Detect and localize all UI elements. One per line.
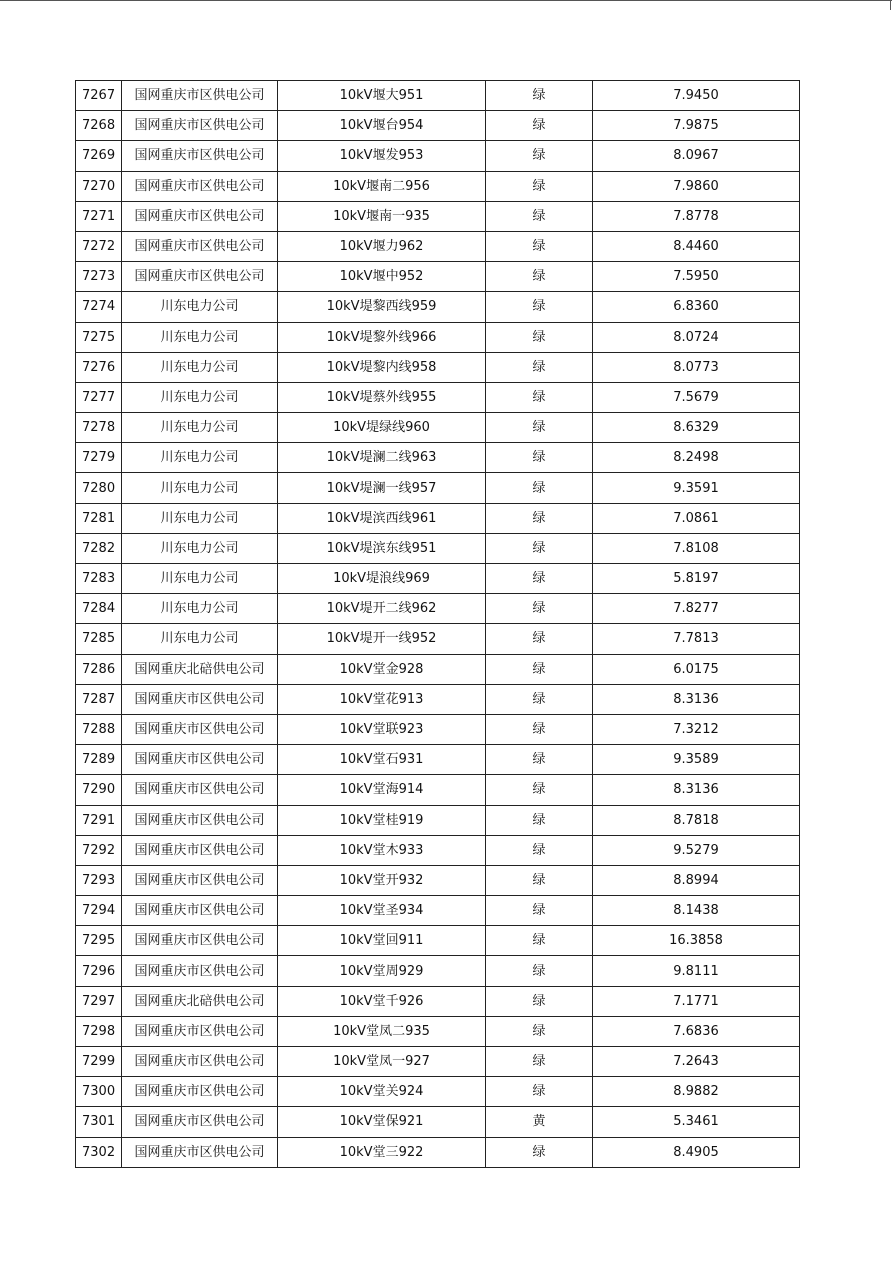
- table-row: [76, 684, 800, 714]
- status-cell: 绿: [486, 835, 593, 865]
- row-number-cell: 7286: [76, 654, 122, 684]
- value-cell: 7.8778: [593, 201, 800, 231]
- row-number-cell: 7283: [76, 564, 122, 594]
- line-name-cell: 10kV堰南一935: [278, 201, 486, 231]
- value-cell: 8.3136: [593, 775, 800, 805]
- status-cell: 绿: [486, 745, 593, 775]
- table-row: [76, 262, 800, 292]
- company-cell: 国网重庆市区供电公司: [122, 1047, 278, 1077]
- row-number-cell: 7273: [76, 262, 122, 292]
- value-cell: 8.4460: [593, 231, 800, 261]
- company-cell: 国网重庆市区供电公司: [122, 1077, 278, 1107]
- status-cell: 绿: [486, 141, 593, 171]
- table-row: [76, 1016, 800, 1046]
- status-cell: 绿: [486, 201, 593, 231]
- row-number-cell: 7293: [76, 865, 122, 895]
- company-cell: 川东电力公司: [122, 564, 278, 594]
- status-cell: 绿: [486, 956, 593, 986]
- status-cell: 绿: [486, 564, 593, 594]
- company-cell: 川东电力公司: [122, 624, 278, 654]
- line-name-cell: 10kV堤绿线960: [278, 413, 486, 443]
- company-cell: 国网重庆市区供电公司: [122, 714, 278, 744]
- table-row: [76, 865, 800, 895]
- value-cell: 8.0773: [593, 352, 800, 382]
- company-cell: 国网重庆市区供电公司: [122, 231, 278, 261]
- line-name-cell: 10kV堂联923: [278, 714, 486, 744]
- row-number-cell: 7301: [76, 1107, 122, 1137]
- status-cell: 绿: [486, 926, 593, 956]
- row-number-cell: 7274: [76, 292, 122, 322]
- value-cell: 8.7818: [593, 805, 800, 835]
- status-cell: 绿: [486, 986, 593, 1016]
- line-name-cell: 10kV堤澜一线957: [278, 473, 486, 503]
- table-row: [76, 111, 800, 141]
- line-name-cell: 10kV堤澜二线963: [278, 443, 486, 473]
- table-row: [76, 835, 800, 865]
- row-number-cell: 7296: [76, 956, 122, 986]
- line-name-cell: 10kV堂桂919: [278, 805, 486, 835]
- status-cell: 绿: [486, 473, 593, 503]
- company-cell: 国网重庆市区供电公司: [122, 1107, 278, 1137]
- status-cell: 绿: [486, 865, 593, 895]
- value-cell: 9.8111: [593, 956, 800, 986]
- row-number-cell: 7278: [76, 413, 122, 443]
- value-cell: 8.2498: [593, 443, 800, 473]
- line-name-cell: 10kV堂花913: [278, 684, 486, 714]
- value-cell: 9.3589: [593, 745, 800, 775]
- status-cell: 绿: [486, 1047, 593, 1077]
- table-row: [76, 714, 800, 744]
- value-cell: 8.8994: [593, 865, 800, 895]
- line-name-cell: 10kV堂回911: [278, 926, 486, 956]
- data-table: [75, 80, 800, 1168]
- value-cell: 8.4905: [593, 1137, 800, 1167]
- table-row: [76, 926, 800, 956]
- status-cell: 绿: [486, 684, 593, 714]
- status-cell: 绿: [486, 533, 593, 563]
- status-cell: 绿: [486, 805, 593, 835]
- line-name-cell: 10kV堤浪线969: [278, 564, 486, 594]
- line-name-cell: 10kV堰大951: [278, 81, 486, 111]
- status-cell: 绿: [486, 624, 593, 654]
- line-name-cell: 10kV堂保921: [278, 1107, 486, 1137]
- row-number-cell: 7270: [76, 171, 122, 201]
- row-number-cell: 7281: [76, 503, 122, 533]
- status-cell: 绿: [486, 1016, 593, 1046]
- company-cell: 国网重庆市区供电公司: [122, 775, 278, 805]
- row-number-cell: 7295: [76, 926, 122, 956]
- company-cell: 川东电力公司: [122, 443, 278, 473]
- value-cell: 5.8197: [593, 564, 800, 594]
- status-cell: 绿: [486, 352, 593, 382]
- company-cell: 川东电力公司: [122, 322, 278, 352]
- value-cell: 7.0861: [593, 503, 800, 533]
- row-number-cell: 7285: [76, 624, 122, 654]
- value-cell: 7.9450: [593, 81, 800, 111]
- row-number-cell: 7272: [76, 231, 122, 261]
- line-name-cell: 10kV堂凤一927: [278, 1047, 486, 1077]
- status-cell: 绿: [486, 896, 593, 926]
- status-cell: 黄: [486, 1107, 593, 1137]
- value-cell: 7.5679: [593, 382, 800, 412]
- line-name-cell: 10kV堂金928: [278, 654, 486, 684]
- company-cell: 国网重庆市区供电公司: [122, 745, 278, 775]
- status-cell: 绿: [486, 322, 593, 352]
- row-number-cell: 7294: [76, 896, 122, 926]
- line-name-cell: 10kV堰台954: [278, 111, 486, 141]
- status-cell: 绿: [486, 443, 593, 473]
- value-cell: 6.0175: [593, 654, 800, 684]
- value-cell: 7.2643: [593, 1047, 800, 1077]
- line-name-cell: 10kV堂周929: [278, 956, 486, 986]
- company-cell: 国网重庆市区供电公司: [122, 1137, 278, 1167]
- value-cell: 8.0967: [593, 141, 800, 171]
- table-row: [76, 986, 800, 1016]
- row-number-cell: 7279: [76, 443, 122, 473]
- row-number-cell: 7300: [76, 1077, 122, 1107]
- value-cell: 8.0724: [593, 322, 800, 352]
- row-number-cell: 7276: [76, 352, 122, 382]
- line-name-cell: 10kV堤滨东线951: [278, 533, 486, 563]
- table-row: [76, 1137, 800, 1167]
- value-cell: 9.3591: [593, 473, 800, 503]
- row-number-cell: 7292: [76, 835, 122, 865]
- company-cell: 川东电力公司: [122, 503, 278, 533]
- line-name-cell: 10kV堤开二线962: [278, 594, 486, 624]
- table-row: [76, 171, 800, 201]
- line-name-cell: 10kV堂关924: [278, 1077, 486, 1107]
- row-number-cell: 7290: [76, 775, 122, 805]
- table-row: [76, 533, 800, 563]
- row-number-cell: 7297: [76, 986, 122, 1016]
- row-number-cell: 7277: [76, 382, 122, 412]
- line-name-cell: 10kV堂海914: [278, 775, 486, 805]
- value-cell: 8.6329: [593, 413, 800, 443]
- page-corner-rule: [890, 0, 891, 10]
- value-cell: 7.8277: [593, 594, 800, 624]
- table-row: [76, 352, 800, 382]
- line-name-cell: 10kV堂圣934: [278, 896, 486, 926]
- line-name-cell: 10kV堰发953: [278, 141, 486, 171]
- value-cell: 7.5950: [593, 262, 800, 292]
- status-cell: 绿: [486, 714, 593, 744]
- status-cell: 绿: [486, 503, 593, 533]
- status-cell: 绿: [486, 1137, 593, 1167]
- table-row: [76, 594, 800, 624]
- table-row: [76, 1047, 800, 1077]
- line-name-cell: 10kV堤开一线952: [278, 624, 486, 654]
- value-cell: 7.3212: [593, 714, 800, 744]
- value-cell: 7.7813: [593, 624, 800, 654]
- row-number-cell: 7299: [76, 1047, 122, 1077]
- table-row: [76, 624, 800, 654]
- line-name-cell: 10kV堰南二956: [278, 171, 486, 201]
- table-row: [76, 413, 800, 443]
- company-cell: 川东电力公司: [122, 382, 278, 412]
- line-name-cell: 10kV堂石931: [278, 745, 486, 775]
- status-cell: 绿: [486, 594, 593, 624]
- value-cell: 16.3858: [593, 926, 800, 956]
- table-row: [76, 896, 800, 926]
- company-cell: 国网重庆市区供电公司: [122, 684, 278, 714]
- status-cell: 绿: [486, 413, 593, 443]
- company-cell: 国网重庆市区供电公司: [122, 141, 278, 171]
- status-cell: 绿: [486, 81, 593, 111]
- company-cell: 国网重庆市区供电公司: [122, 896, 278, 926]
- table-row: [76, 473, 800, 503]
- value-cell: 7.9860: [593, 171, 800, 201]
- row-number-cell: 7288: [76, 714, 122, 744]
- line-name-cell: 10kV堰力962: [278, 231, 486, 261]
- status-cell: 绿: [486, 1077, 593, 1107]
- line-name-cell: 10kV堂千926: [278, 986, 486, 1016]
- company-cell: 川东电力公司: [122, 533, 278, 563]
- table-row: [76, 292, 800, 322]
- row-number-cell: 7287: [76, 684, 122, 714]
- row-number-cell: 7267: [76, 81, 122, 111]
- company-cell: 川东电力公司: [122, 292, 278, 322]
- company-cell: 川东电力公司: [122, 473, 278, 503]
- company-cell: 国网重庆市区供电公司: [122, 1016, 278, 1046]
- status-cell: 绿: [486, 292, 593, 322]
- line-name-cell: 10kV堤黎内线958: [278, 352, 486, 382]
- company-cell: 国网重庆市区供电公司: [122, 201, 278, 231]
- row-number-cell: 7298: [76, 1016, 122, 1046]
- row-number-cell: 7302: [76, 1137, 122, 1167]
- line-name-cell: 10kV堂木933: [278, 835, 486, 865]
- value-cell: 5.3461: [593, 1107, 800, 1137]
- table-row: [76, 745, 800, 775]
- value-cell: 8.9882: [593, 1077, 800, 1107]
- table-row: [76, 141, 800, 171]
- value-cell: 9.5279: [593, 835, 800, 865]
- value-cell: 7.1771: [593, 986, 800, 1016]
- line-name-cell: 10kV堰中952: [278, 262, 486, 292]
- row-number-cell: 7268: [76, 111, 122, 141]
- company-cell: 国网重庆市区供电公司: [122, 926, 278, 956]
- status-cell: 绿: [486, 654, 593, 684]
- table-row: [76, 322, 800, 352]
- table-row: [76, 1107, 800, 1137]
- value-cell: 7.9875: [593, 111, 800, 141]
- page-top-rule: [0, 0, 892, 1]
- company-cell: 国网重庆市区供电公司: [122, 865, 278, 895]
- row-number-cell: 7269: [76, 141, 122, 171]
- row-number-cell: 7271: [76, 201, 122, 231]
- line-name-cell: 10kV堂凤二935: [278, 1016, 486, 1046]
- table-row: [76, 503, 800, 533]
- line-name-cell: 10kV堂开932: [278, 865, 486, 895]
- status-cell: 绿: [486, 111, 593, 141]
- table-row: [76, 564, 800, 594]
- company-cell: 国网重庆市区供电公司: [122, 956, 278, 986]
- line-name-cell: 10kV堤黎外线966: [278, 322, 486, 352]
- company-cell: 国网重庆市区供电公司: [122, 111, 278, 141]
- status-cell: 绿: [486, 775, 593, 805]
- company-cell: 国网重庆市区供电公司: [122, 81, 278, 111]
- table-row: [76, 81, 800, 111]
- table-row: [76, 382, 800, 412]
- company-cell: 国网重庆市区供电公司: [122, 805, 278, 835]
- line-name-cell: 10kV堤蔡外线955: [278, 382, 486, 412]
- table-row: [76, 1077, 800, 1107]
- table-body: [76, 81, 800, 1168]
- line-name-cell: 10kV堤黎西线959: [278, 292, 486, 322]
- company-cell: 川东电力公司: [122, 413, 278, 443]
- company-cell: 川东电力公司: [122, 594, 278, 624]
- row-number-cell: 7289: [76, 745, 122, 775]
- table-row: [76, 654, 800, 684]
- company-cell: 国网重庆北碚供电公司: [122, 654, 278, 684]
- value-cell: 8.3136: [593, 684, 800, 714]
- company-cell: 国网重庆市区供电公司: [122, 262, 278, 292]
- row-number-cell: 7280: [76, 473, 122, 503]
- line-name-cell: 10kV堂三922: [278, 1137, 486, 1167]
- row-number-cell: 7275: [76, 322, 122, 352]
- row-number-cell: 7284: [76, 594, 122, 624]
- table-row: [76, 805, 800, 835]
- company-cell: 国网重庆市区供电公司: [122, 835, 278, 865]
- value-cell: 8.1438: [593, 896, 800, 926]
- company-cell: 国网重庆北碚供电公司: [122, 986, 278, 1016]
- company-cell: 川东电力公司: [122, 352, 278, 382]
- table-row: [76, 201, 800, 231]
- table-row: [76, 231, 800, 261]
- status-cell: 绿: [486, 231, 593, 261]
- value-cell: 7.6836: [593, 1016, 800, 1046]
- status-cell: 绿: [486, 262, 593, 292]
- table-row: [76, 443, 800, 473]
- table-row: [76, 775, 800, 805]
- row-number-cell: 7291: [76, 805, 122, 835]
- row-number-cell: 7282: [76, 533, 122, 563]
- status-cell: 绿: [486, 171, 593, 201]
- value-cell: 6.8360: [593, 292, 800, 322]
- status-cell: 绿: [486, 382, 593, 412]
- company-cell: 国网重庆市区供电公司: [122, 171, 278, 201]
- value-cell: 7.8108: [593, 533, 800, 563]
- line-name-cell: 10kV堤滨西线961: [278, 503, 486, 533]
- table-row: [76, 956, 800, 986]
